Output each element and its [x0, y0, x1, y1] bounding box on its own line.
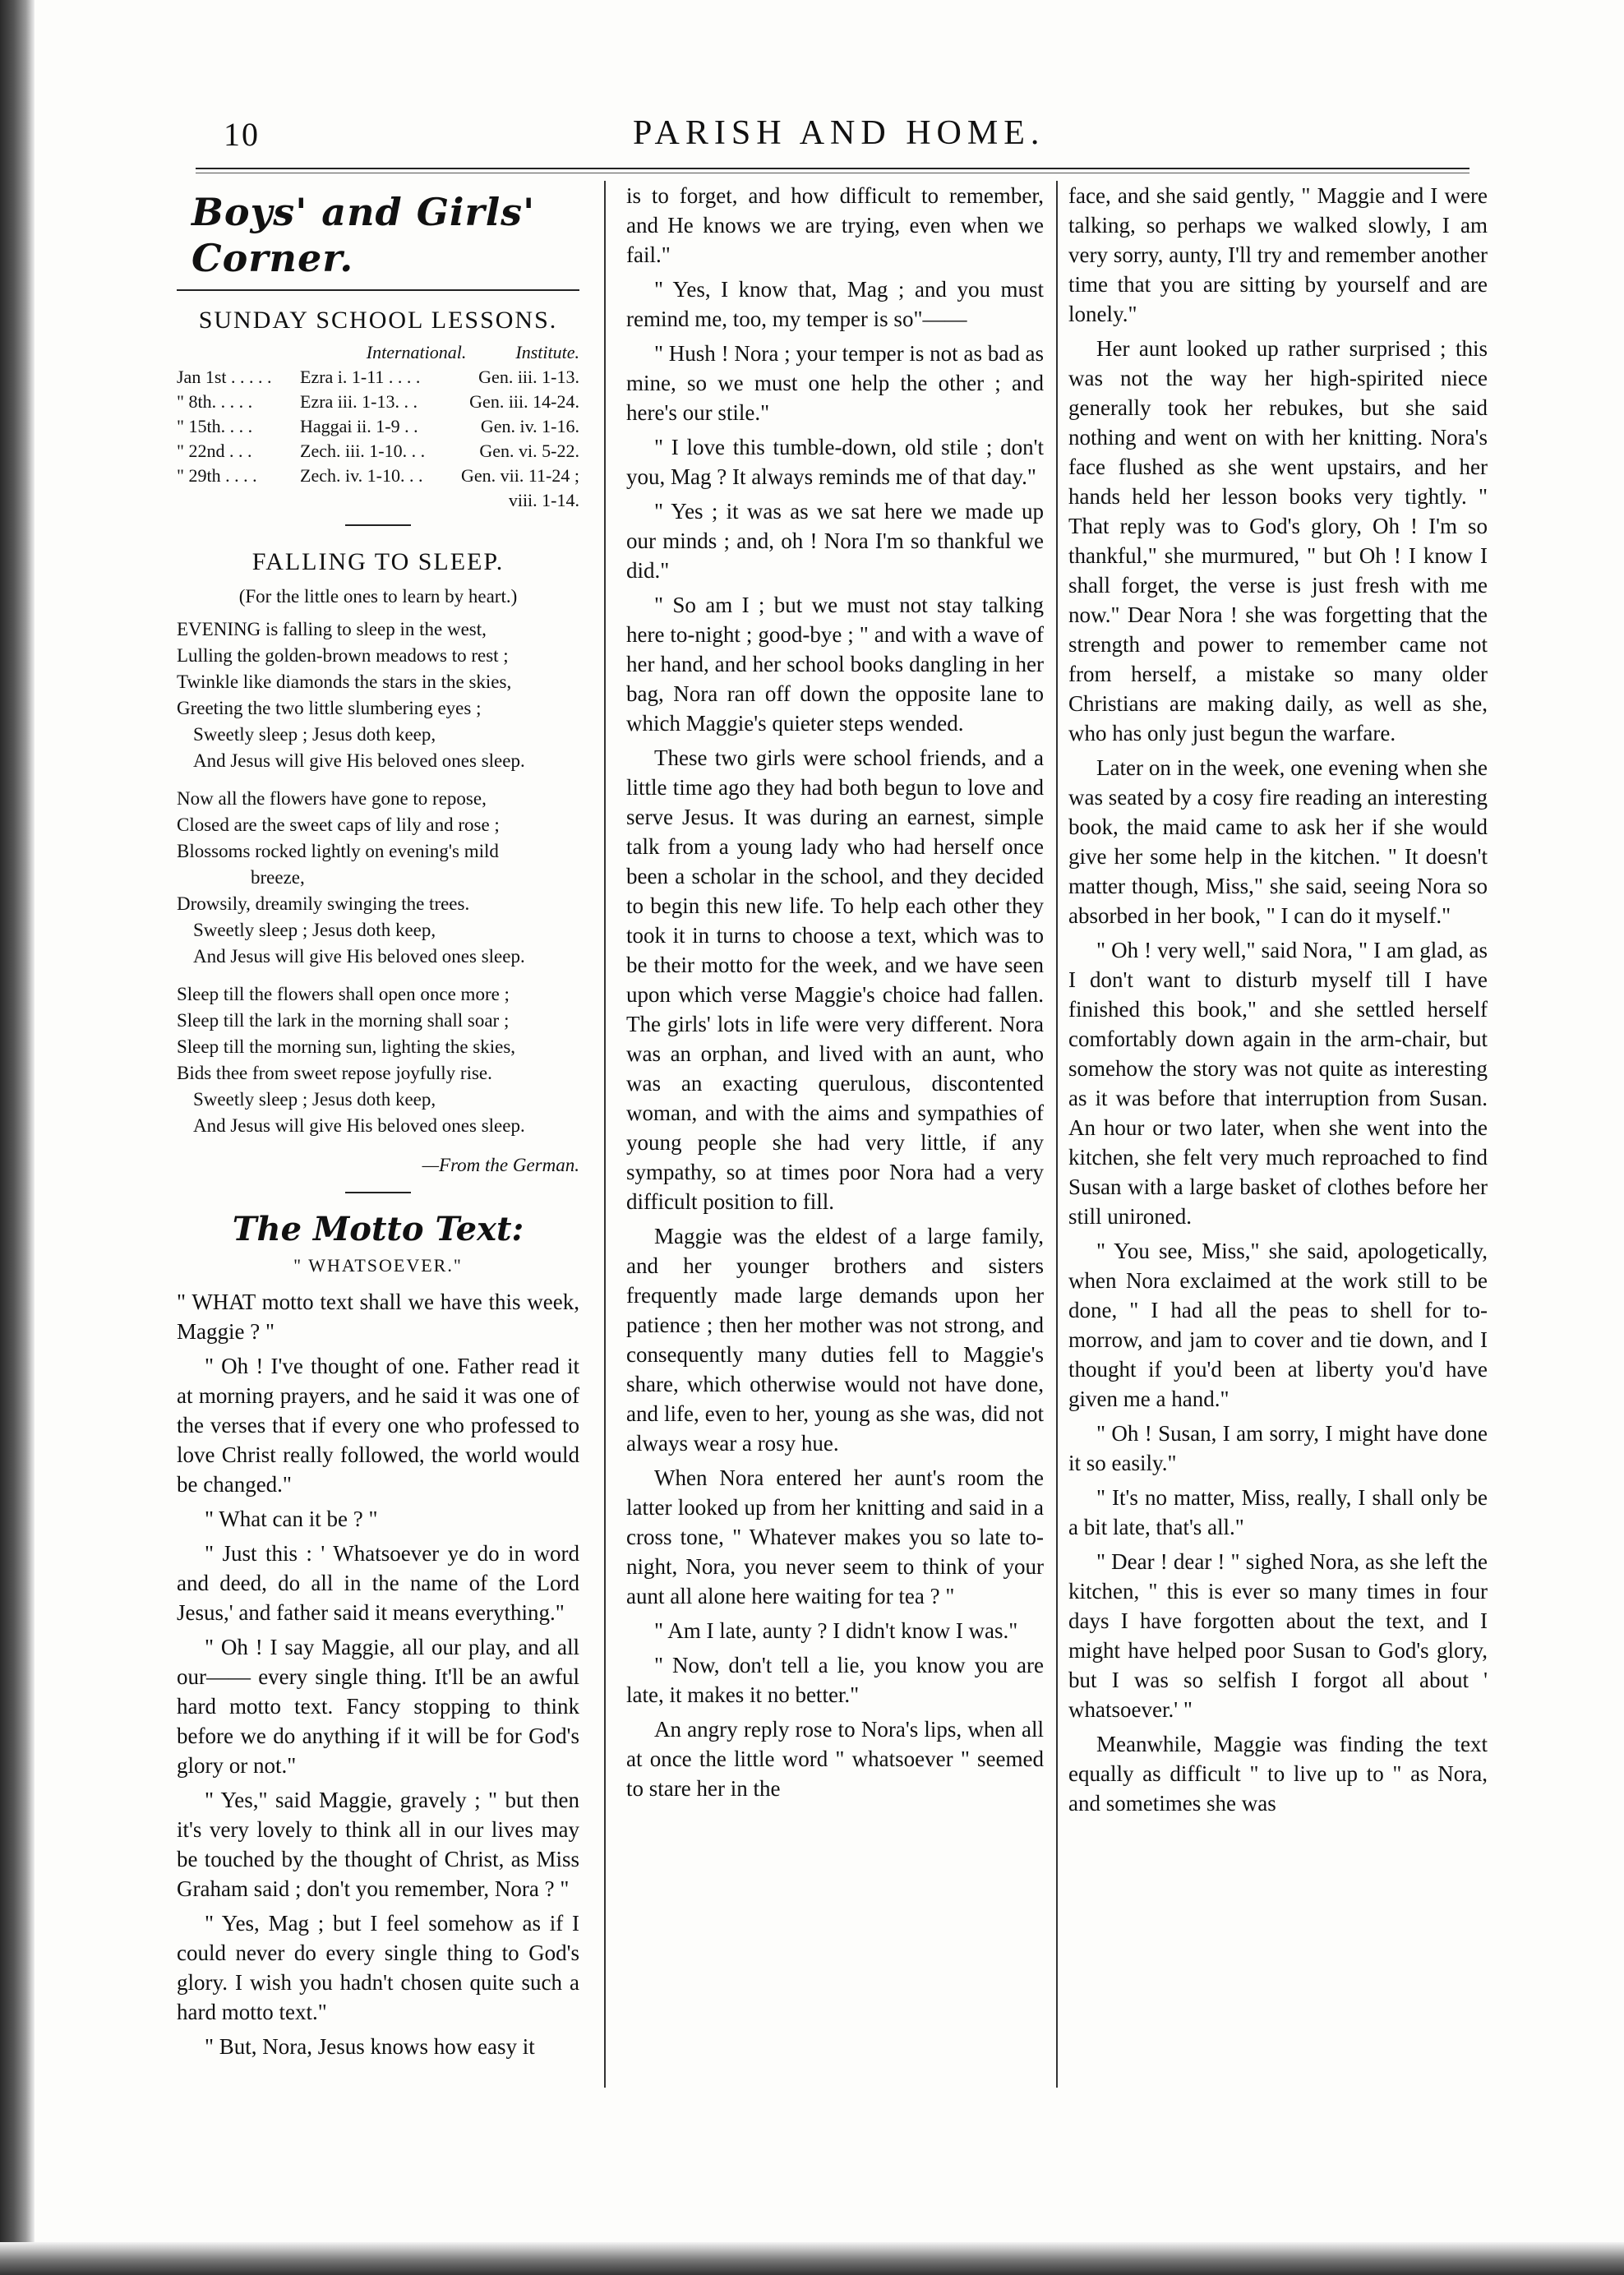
section-rule — [345, 1192, 411, 1193]
story-text-col2 — [626, 181, 1044, 1803]
lessons-table-header — [177, 340, 579, 365]
poem-stanza — [177, 616, 579, 774]
poem-line: Sleep till the flowers shall open once more ; — [177, 984, 510, 1004]
story-paragraph: An angry reply rose to Nora's lips, when all at once the little word " whatsoever " seemed to stare her in the — [626, 1717, 1044, 1801]
story-paragraph: When Nora entered her aunt's room the latter looked up from her knitting and said in a cross tone, " Whatever makes you so late to-night, Nora, you never seem to think of your aunt all alone here waiting for tea ? " — [626, 1465, 1044, 1608]
lesson-date: " 8th. . . . . — [177, 391, 253, 412]
header-rule — [196, 168, 1469, 173]
lesson-institute: Gen. iii. 14-24. — [469, 391, 579, 412]
lesson-row — [177, 390, 579, 414]
page-number: 10 — [224, 116, 260, 153]
lesson-institute: Gen. vi. 5-22. — [479, 441, 579, 461]
story-paragraph: " But, Nora, Jesus knows how easy it — [205, 2034, 535, 2059]
story-paragraph: " Dear ! dear ! " sighed Nora, as she left the kitchen, " this is ever so many times in four days I have forgotten about the text, and I might have helped poor Susan to God's glory, but I was so selfish I forgot all about ' whatsoever.' " — [1068, 1549, 1488, 1722]
lessons-rows — [177, 365, 579, 513]
poem-line: And Jesus will give His beloved ones sleep. — [193, 946, 525, 967]
story-paragraph: These two girls were school friends, and a little time ago they had both begun to love and serve Jesus. It was during an earnest, simple talk from a young lady who had herself once been a scholar in the school, and they decided to begin this new life. To help each other they took it in turns to choose a text, which was to be their motto for the week, and we have seen upon which verse Maggie's choice had fallen. The girls' lots in life were very different. Nora was an orphan, and lived with an aunt, who was an exacting querulous, discontented woman, and with the aims and sympathies of young people she had very little, if any sympathy, so at times poor Nora had a very difficult position to fill. — [626, 745, 1044, 1214]
lesson-date: " 15th. . . . — [177, 416, 253, 436]
story-paragraph: " WHAT motto text shall we have this week, Maggie ? " — [177, 1290, 579, 1344]
lesson-institute: Gen. iv. 1-16. — [480, 416, 579, 436]
lesson-international: Ezra i. 1-11 . . . . — [300, 367, 421, 387]
lesson-date: " 29th . . . . — [177, 465, 257, 486]
story-paragraph: Maggie was the eldest of a large family, and her younger brothers and sisters frequently made large demands upon her patience ; then her mother was not strong, and consequently many duties fell to Maggie's share, which otherwise would not have done, and life, even to her, young as she was, did not always wear a rosy hue. — [626, 1224, 1044, 1456]
column-divider-1 — [604, 181, 606, 2088]
story-paragraph: " Now, don't tell a lie, you know you are late, it makes it no better." — [626, 1653, 1044, 1707]
poem-stanza — [177, 786, 579, 970]
lesson-international — [300, 488, 440, 513]
story-paragraph: Later on in the week, one evening when she was seated by a cosy fire reading an interesting book, the maid came to ask her if she would give her some help in the kitchen. " It doesn't matter though, Miss," she said, seeing Nora so absorbed in her book, " I can do it myself." — [1068, 755, 1488, 928]
poem-title: FALLING TO SLEEP. — [251, 548, 505, 575]
poem-line: Sweetly sleep ; Jesus doth keep, — [193, 920, 436, 940]
story-paragraph: " Just this : ' Whatsoever ye do in word and deed, do all in the name of the Lord Jesus,' and father said it means everything." — [177, 1541, 579, 1625]
lesson-date: " 22nd . . . — [177, 441, 252, 461]
lesson-institute: Gen. iii. 1-13. — [478, 367, 579, 387]
lesson-row — [177, 365, 579, 390]
lesson-row — [177, 439, 579, 464]
motto-title: The Motto Text: — [232, 1210, 524, 1248]
lesson-row — [177, 414, 579, 439]
story-paragraph: " Am I late, aunty ? I didn't know I was." — [654, 1618, 1018, 1643]
story-paragraph: " Yes ; it was as we sat here we made up our minds ; and, oh ! Nora I'm so thankful we did." — [626, 499, 1044, 583]
poem-line: breeze, — [251, 867, 305, 888]
poem-line: Sweetly sleep ; Jesus doth keep, — [193, 724, 436, 745]
lesson-international: Zech. iii. 1-10. . . — [300, 441, 426, 461]
column-divider-2 — [1056, 181, 1058, 2088]
lesson-institute: viii. 1-14. — [508, 490, 579, 510]
story-paragraph: " Yes, Mag ; but I feel somehow as if I could never do every single thing to God's glory. I wish you hadn't chosen quite such a hard motto text." — [177, 1911, 579, 2024]
story-paragraph: " You see, Miss," she said, apologetically, when Nora exclaimed at the work still to be done, " I had all the peas to shell for to-morrow, and jam to cover and tie down, and I thought if you'd been at liberty you'd have given me a hand." — [1068, 1239, 1488, 1411]
story-paragraph: " Oh ! Susan, I am sorry, I might have done it so easily." — [1068, 1421, 1488, 1475]
poem-line: Sweetly sleep ; Jesus doth keep, — [193, 1089, 436, 1110]
poem-line: And Jesus will give His beloved ones sleep. — [193, 750, 525, 771]
column-3 — [1068, 181, 1488, 1823]
poem-line: Blossoms rocked lightly on evening's mild — [177, 841, 499, 861]
poem-credit: —From the German. — [422, 1155, 579, 1175]
story-paragraph: " Oh ! I say Maggie, all our play, and all our—— every single thing. It'll be an awful hard motto text. Fancy stopping to think before we do anything if it will be for God's glory or not." — [177, 1635, 579, 1778]
story-paragraph: " I love this tumble-down, old stile ; don't you, Mag ? It always reminds me of that day." — [626, 435, 1044, 489]
story-paragraph: Her aunt looked up rather surprised ; this was not the way her high-spirited niece generally took her rebukes, but she said nothing and went on with her knitting. Nora's face flushed as she went upstairs, and her hands held her lesson books very tightly. " That reply was to God's glory, Oh ! I'm so thankful," she murmured, " but Oh ! I know I shall forget, the verse is just fresh with me now." Dear Nora ! she was forgetting that the strength and power to remember came not from herself, a mistake so many older Christians are making daily, as well as she, who has only just begun the warfare. — [1068, 336, 1488, 745]
lessons-table — [177, 340, 579, 513]
lessons-heading: SUNDAY SCHOOL LESSONS. — [198, 307, 558, 334]
column-2 — [626, 181, 1044, 1808]
poem-line: Sleep till the morning sun, lighting the skies, — [177, 1036, 516, 1057]
running-head: PARISH AND HOME. — [633, 114, 1045, 152]
poem-line: Twinkle like diamonds the stars in the skies, — [177, 671, 512, 692]
poem-body — [177, 616, 579, 1139]
motto-subtitle: " WHATSOEVER." — [293, 1255, 463, 1276]
story-paragraph: is to forget, and how difficult to remember, and He knows we are trying, even when we fail." — [626, 183, 1044, 267]
story-paragraph: " So am I ; but we must not stay talking here to-night ; good-bye ; " and with a wave of her hand, and her school books dangling in her bag, Nora ran off down the opposite lane to which Maggie's quieter steps wended. — [626, 593, 1044, 736]
title-rule — [177, 289, 579, 291]
page-bottom-edge — [0, 2242, 1624, 2275]
poem-line: Lulling the golden-brown meadows to rest ; — [177, 645, 509, 666]
story-paragraph: " Yes, I know that, Mag ; and you must remind me, too, my temper is so"—— — [626, 277, 1044, 331]
col-institute-header: Institute. — [515, 342, 579, 362]
lesson-international: Zech. iv. 1-10. . . — [300, 465, 423, 486]
lesson-date — [177, 488, 300, 513]
story-paragraph: " Yes," said Maggie, gravely ; " but then it's very lovely to think all in our lives may be touched by the thought of Christ, as Miss Graham said ; don't you remember, Nora ? " — [177, 1788, 579, 1901]
poem-line: Closed are the sweet caps of lily and rose ; — [177, 814, 500, 835]
story-paragraph: " What can it be ? " — [205, 1507, 378, 1531]
story-paragraph: " It's no matter, Miss, really, I shall only be a bit late, that's all." — [1068, 1485, 1488, 1539]
lesson-row — [177, 488, 579, 513]
lesson-date: Jan 1st . . . . . — [177, 367, 272, 387]
lesson-international: Haggai ii. 1-9 . . — [300, 416, 418, 436]
section-rule — [345, 524, 411, 526]
story-paragraph: " Oh ! very well," said Nora, " I am glad, as I don't want to disturb myself till I have finished this book," and she settled herself comfortably down again in the arm-chair, but somehow the story was not quite as interesting as it was before that interruption from Susan. An hour or two later, when she went into the kitchen, she felt very much reproached to find Susan with a large basket of clothes before her still unironed. — [1068, 938, 1488, 1229]
lesson-international: Ezra iii. 1-13. . . — [300, 391, 418, 412]
lesson-row — [177, 464, 579, 488]
poem-line: And Jesus will give His beloved ones sleep. — [193, 1115, 525, 1136]
story-paragraph: " Oh ! I've thought of one. Father read it at morning prayers, and he said it was one of the verses that if every one who professed to love Christ really followed, the world would be changed." — [177, 1354, 579, 1497]
poem-line: Bids thee from sweet repose joyfully rise. — [177, 1063, 492, 1083]
col-international-header: International. — [366, 342, 467, 362]
poem-line: Drowsily, dreamily swinging the trees. — [177, 893, 470, 914]
poem-line: Sleep till the lark in the morning shall soar ; — [177, 1010, 510, 1031]
lesson-institute: Gen. vii. 11-24 ; — [461, 465, 579, 486]
poem-subtitle: (For the little ones to learn by heart.) — [238, 586, 518, 607]
story-paragraph: face, and she said gently, " Maggie and I were talking, so perhaps we walked slowly, I am very sorry, aunty, I'll try and remember another time that you are sitting by yourself and are lonely." — [1068, 183, 1488, 326]
story-text-col3 — [1068, 181, 1488, 1818]
poem-line: EVENING is falling to sleep in the west, — [177, 619, 487, 639]
story-paragraph: " Hush ! Nora ; your temper is not as bad as mine, so we must one help the other ; and here's our stile." — [626, 341, 1044, 425]
poem-line: Greeting the two little slumbering eyes ; — [177, 698, 482, 718]
binding-shadow — [0, 0, 35, 2275]
poem-stanza — [177, 981, 579, 1139]
column-1 — [177, 181, 579, 2066]
corner-title: Boys' and Girls' Corner. — [191, 190, 536, 280]
story-text-col1 — [177, 1287, 579, 2061]
story-paragraph: Meanwhile, Maggie was finding the text equally as difficult " to live up to " as Nora, and sometimes she was — [1068, 1732, 1488, 1816]
poem-line: Now all the flowers have gone to repose, — [177, 788, 487, 809]
